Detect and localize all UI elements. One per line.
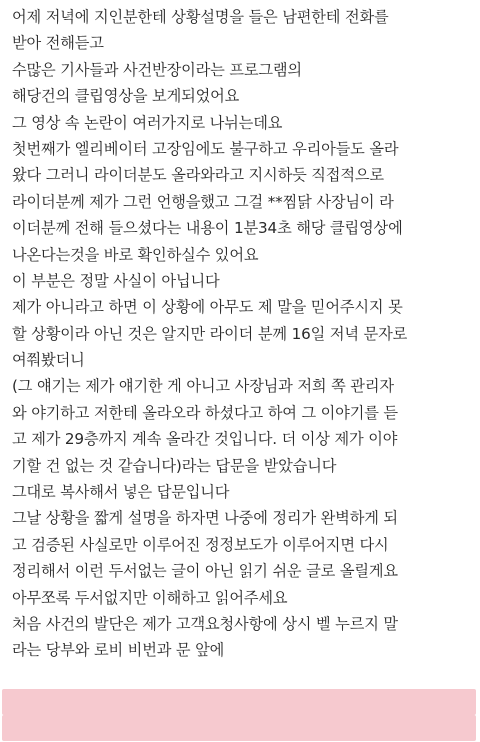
highlight-band <box>2 689 476 715</box>
text-line: 받아 전해듣고 <box>12 34 104 53</box>
text-line: 기할 건 없는 것 같습니다)라는 답문을 받았습니다 <box>12 456 337 475</box>
text-line: 그날 상황을 짧게 설명을 하자면 나중에 정리가 완벽하게 되 <box>12 509 398 528</box>
text-line: 와 야기하고 저한테 올라오라 하셨다고 하여 그 이야기를 듣 <box>12 403 398 422</box>
highlighted-text-line: 라는 당부와 로비 비번과 문 앞에 <box>12 641 225 660</box>
text-line: 아무쪼록 두서없지만 이해하고 읽어주세요 <box>12 588 288 607</box>
text-line: 이 부분은 정말 사실이 아닙니다 <box>12 271 220 290</box>
text-line: 이더분께 전해 들으셨다는 내용이 1분34초 해당 클립영상에 <box>12 219 403 238</box>
text-line: 고 제가 29층까지 계속 올라간 것입니다. 더 이상 제가 이야 <box>12 430 398 449</box>
text-line: 할 상황이라 아닌 것은 알지만 라이더 분께 16일 저녁 문자로 <box>12 324 408 343</box>
text-line: 왔다 그러니 라이더분도 올라와라고 지시하듯 직접적으로 <box>12 166 384 185</box>
text-line: 나온다는것을 바로 확인하실수 있어요 <box>12 245 259 264</box>
text-line: 라이더분께 제가 그런 언행을했고 그걸 **찜닭 사장님이 라 <box>12 192 394 211</box>
text-line: (그 얘기는 제가 얘기한 게 아니고 사장님과 저희 쪽 관리자 <box>12 377 394 396</box>
text-line: 해당건의 클립영상을 보게되었어요 <box>12 87 240 106</box>
text-line: 제가 아니라고 하면 이 상황에 아무도 제 말을 믿어주시지 못 <box>12 298 403 317</box>
text-line: 고 검증된 사실로만 이루어진 정정보도가 이루어지면 다시 <box>12 535 389 554</box>
text-line: 수많은 기사들과 사건반장이라는 프로그램의 <box>12 60 302 79</box>
text-line: 어제 저녁에 지인분한테 상황설명을 들은 남편한테 전화를 <box>12 8 389 26</box>
highlight-band <box>2 715 476 741</box>
text-line: 그 영상 속 논란이 여러가지로 나뉘는데요 <box>12 113 283 132</box>
text-line: 첫번째가 엘리베이터 고장임에도 불구하고 우리아들도 올라 <box>12 139 399 158</box>
text-line: 그대로 복사해서 넣은 답문입니다 <box>12 483 230 502</box>
text-line: 정리해서 이런 두서없는 글이 아닌 읽기 쉬운 글로 올릴게요 <box>12 562 398 581</box>
text-line: 여쭤봤더니 <box>12 351 85 370</box>
document-body <box>12 4 474 664</box>
highlighted-text-line: 처음 사건의 발단은 제가 고객요청사항에 상시 벨 누르지 말 <box>12 614 398 633</box>
